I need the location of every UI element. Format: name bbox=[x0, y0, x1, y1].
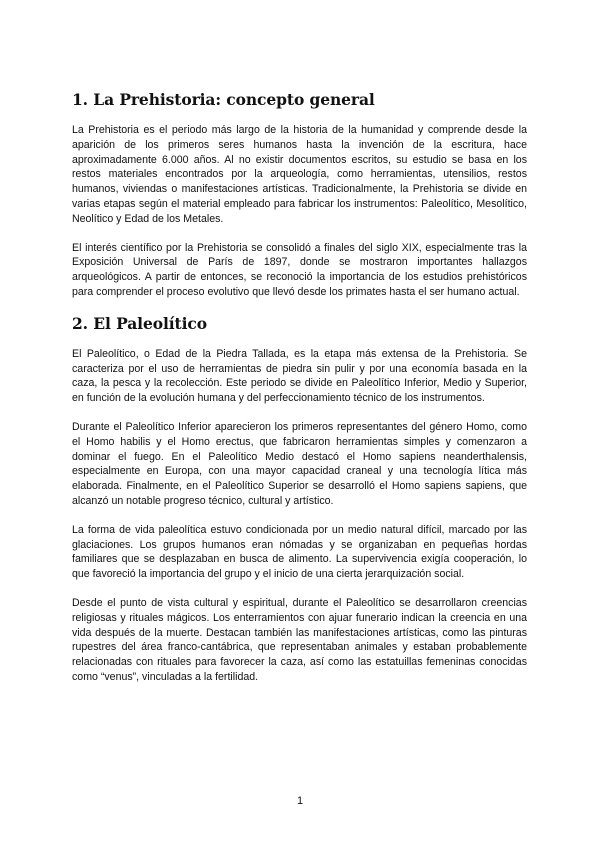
paragraph: La forma de vida paleolítica estuvo condicionada por un medio natural difícil, marcado por las glaciaciones. Los grupos humanos eran nómadas y se organizaban en pequeñas hordas familiares que se desplazaban en busca de alimento. La supervivencia exigía cooperación, lo que favoreció la importancia del grupo y el inicio de una cierta jerarquización social. bbox=[72, 523, 527, 581]
paragraph: El interés científico por la Prehistoria se consolidó a finales del siglo XIX, especialmente tras la Exposición Universal de París de 1897, donde se mostraron importantes hallazgos arqueológicos. A partir de entonces, se reconoció la importancia de los estudios prehistóricos para comprender el proceso evolutivo que llevó desde los primates hasta el ser humano actual. bbox=[72, 241, 527, 298]
paragraph: Durante el Paleolítico Inferior aparecieron los primeros representantes del género Homo, como el Homo habilis y el Homo erectus, que fabricaron herramientas simples y comenzaron a dominar el fuego. En el Paleolítico Medio destacó el Homo sapiens neanderthalensis, especialmente en Europa, con una mayor capacidad craneal y una tecnología lítica más elaborada. Finalmente, en el Paleolítico Superior se desarrolló el Homo sapiens sapiens, que alcanzó un notable progreso técnico, cultural y artístico. bbox=[72, 420, 527, 507]
section-heading: 2. El Paleolítico bbox=[72, 313, 207, 333]
paragraph: La Prehistoria es el periodo más largo de la historia de la humanidad y comprende desde la aparición de los primeros seres humanos hasta la invención de la escritura, hace aproximadamente 6.000 años. Al no existir documentos escritos, su estudio se basa en los restos materiales encontrados por la arqueología, como herramientas, utensilios, restos humanos, viviendas o manifestaciones artísticas. Tradicionalmente, la Prehistoria se divide en varias etapas según el material empleado para fabricar los instrumentos: Paleolítico, Mesolítico, Neolítico y Edad de los Metales. bbox=[72, 124, 527, 225]
paragraph: Desde el punto de vista cultural y espiritual, durante el Paleolítico se desarrollaron creencias religiosas y rituales mágicos. Los enterramientos con ajuar funerario indican la creencia en una vida después de la muerte. Destacan también las manifestaciones artísticas, como las pinturas rupestres del área franco-cantábrica, que representaban animales y estaban probablemente relacionadas con rituales para favorecer la caza, así como las estatuillas femeninas conocidas como “venus”, vinculadas a la fertilidad. bbox=[72, 596, 527, 683]
paragraph: El Paleolítico, o Edad de la Piedra Tallada, es la etapa más extensa de la Prehistoria. Se caracteriza por el uso de herramientas de piedra sin pulir y por una economía basada en la caza, la pesca y la recolección. Este periodo se divide en Paleolítico Inferior, Medio y Superior, en función de la evolución humana y del perfeccionamiento técnico de los instrumentos. bbox=[72, 347, 527, 405]
section-heading: 1. La Prehistoria: concepto general bbox=[72, 90, 375, 109]
page-content bbox=[72, 90, 527, 699]
page-number: 1 bbox=[296, 795, 304, 807]
